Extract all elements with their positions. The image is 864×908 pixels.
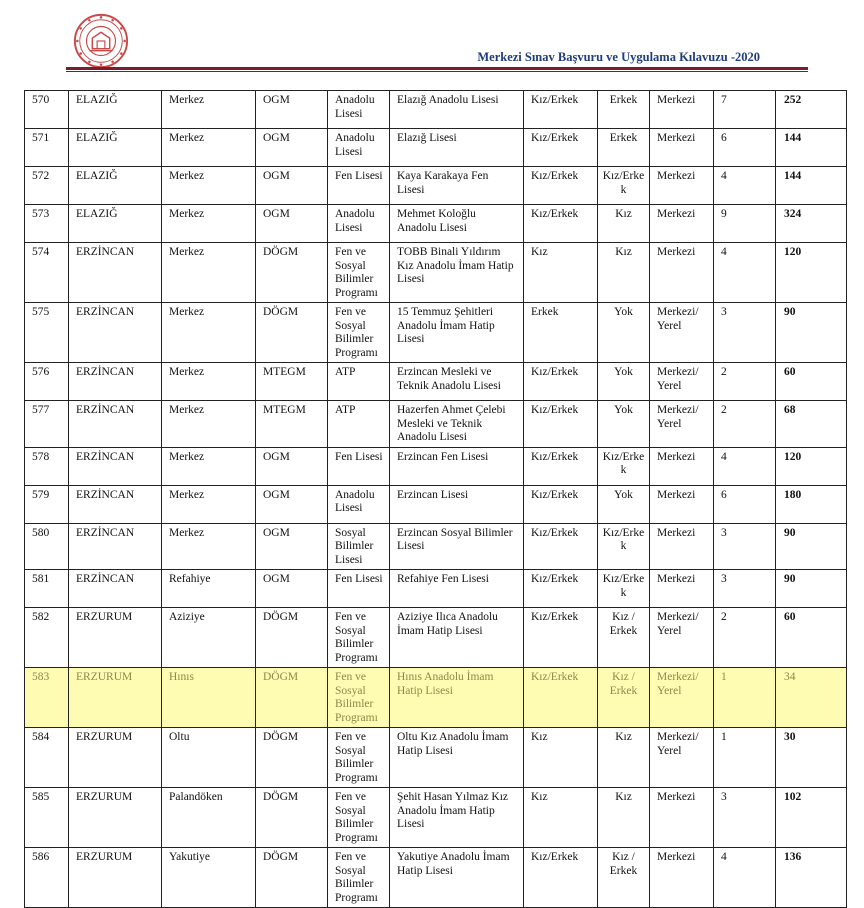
school-name-cell: Elazığ Lisesi bbox=[390, 129, 524, 167]
table-row bbox=[25, 243, 847, 303]
province-cell: ERZURUM bbox=[69, 668, 162, 728]
province-cell: ELAZIĞ bbox=[69, 167, 162, 205]
table-row bbox=[25, 91, 847, 129]
province-cell: ERZURUM bbox=[69, 728, 162, 788]
class-count-cell: 2 bbox=[714, 363, 776, 401]
directorate-cell: DÖGM bbox=[256, 788, 328, 848]
district-cell: Merkez bbox=[162, 167, 256, 205]
placement-type-cell: Merkezi/ Yerel bbox=[650, 668, 714, 728]
province-cell: ELAZIĞ bbox=[69, 91, 162, 129]
quota-cell: 90 bbox=[776, 303, 847, 363]
boarding-cell: Kız bbox=[598, 243, 650, 303]
row-number: 580 bbox=[25, 523, 69, 570]
table-row bbox=[25, 523, 847, 570]
document-title: Merkezi Sınav Başvuru ve Uygulama Kılavuzu -2020 bbox=[477, 50, 760, 64]
student-gender-cell: Kız/Erkek bbox=[524, 447, 598, 485]
student-gender-cell: Kız/Erkek bbox=[524, 401, 598, 448]
program-type-cell: Anadolu Lisesi bbox=[328, 205, 390, 243]
row-number: 575 bbox=[25, 303, 69, 363]
school-name-cell: Refahiye Fen Lisesi bbox=[390, 570, 524, 608]
district-cell: Palandöken bbox=[162, 788, 256, 848]
student-gender-cell: Kız bbox=[524, 243, 598, 303]
school-name-cell: Yakutiye Anadolu İmam Hatip Lisesi bbox=[390, 848, 524, 908]
quota-cell: 180 bbox=[776, 485, 847, 523]
placement-type-cell: Merkezi bbox=[650, 243, 714, 303]
quota-cell: 120 bbox=[776, 447, 847, 485]
placement-type-cell: Merkezi bbox=[650, 485, 714, 523]
boarding-cell: Kız / Erkek bbox=[598, 848, 650, 908]
district-cell: Merkez bbox=[162, 523, 256, 570]
school-name-cell: Mehmet Koloğlu Anadolu Lisesi bbox=[390, 205, 524, 243]
district-cell: Refahiye bbox=[162, 570, 256, 608]
table-row bbox=[25, 447, 847, 485]
student-gender-cell: Kız/Erkek bbox=[524, 608, 598, 668]
row-number: 570 bbox=[25, 91, 69, 129]
row-number: 585 bbox=[25, 788, 69, 848]
quota-cell: 34 bbox=[776, 668, 847, 728]
school-name-cell: Erzincan Sosyal Bilimler Lisesi bbox=[390, 523, 524, 570]
class-count-cell: 2 bbox=[714, 608, 776, 668]
student-gender-cell: Erkek bbox=[524, 303, 598, 363]
table-row bbox=[25, 788, 847, 848]
district-cell: Merkez bbox=[162, 243, 256, 303]
row-number: 577 bbox=[25, 401, 69, 448]
table-row bbox=[25, 303, 847, 363]
province-cell: ERZİNCAN bbox=[69, 447, 162, 485]
directorate-cell: DÖGM bbox=[256, 848, 328, 908]
quota-cell: 136 bbox=[776, 848, 847, 908]
boarding-cell: Kız/Erkek bbox=[598, 523, 650, 570]
table-row bbox=[25, 848, 847, 908]
boarding-cell: Yok bbox=[598, 363, 650, 401]
program-type-cell: Anadolu Lisesi bbox=[328, 485, 390, 523]
district-cell: Aziziye bbox=[162, 608, 256, 668]
student-gender-cell: Kız bbox=[524, 728, 598, 788]
table-row bbox=[25, 401, 847, 448]
student-gender-cell: Kız/Erkek bbox=[524, 205, 598, 243]
class-count-cell: 3 bbox=[714, 788, 776, 848]
school-name-cell: TOBB Binali Yıldırım Kız Anadolu İmam Hatip Lisesi bbox=[390, 243, 524, 303]
school-name-cell: 15 Temmuz Şehitleri Anadolu İmam Hatip Lisesi bbox=[390, 303, 524, 363]
province-cell: ERZİNCAN bbox=[69, 401, 162, 448]
student-gender-cell: Kız bbox=[524, 788, 598, 848]
quota-cell: 60 bbox=[776, 608, 847, 668]
table-row bbox=[25, 608, 847, 668]
placement-type-cell: Merkezi/ Yerel bbox=[650, 363, 714, 401]
quota-cell: 30 bbox=[776, 728, 847, 788]
school-name-cell: Erzincan Mesleki ve Teknik Anadolu Lisesi bbox=[390, 363, 524, 401]
class-count-cell: 2 bbox=[714, 401, 776, 448]
placement-type-cell: Merkezi/ Yerel bbox=[650, 608, 714, 668]
class-count-cell: 1 bbox=[714, 728, 776, 788]
program-type-cell: Anadolu Lisesi bbox=[328, 129, 390, 167]
quota-cell: 144 bbox=[776, 167, 847, 205]
table-row bbox=[25, 668, 847, 728]
quota-cell: 68 bbox=[776, 401, 847, 448]
boarding-cell: Erkek bbox=[598, 91, 650, 129]
class-count-cell: 7 bbox=[714, 91, 776, 129]
placement-type-cell: Merkezi bbox=[650, 848, 714, 908]
program-type-cell: Fen ve Sosyal Bilimler Programı bbox=[328, 303, 390, 363]
directorate-cell: OGM bbox=[256, 91, 328, 129]
quota-cell: 90 bbox=[776, 523, 847, 570]
directorate-cell: OGM bbox=[256, 523, 328, 570]
student-gender-cell: Kız/Erkek bbox=[524, 668, 598, 728]
table-row bbox=[25, 129, 847, 167]
placement-type-cell: Merkezi/ Yerel bbox=[650, 728, 714, 788]
school-name-cell: Elazığ Anadolu Lisesi bbox=[390, 91, 524, 129]
quota-cell: 120 bbox=[776, 243, 847, 303]
student-gender-cell: Kız/Erkek bbox=[524, 363, 598, 401]
student-gender-cell: Kız/Erkek bbox=[524, 485, 598, 523]
directorate-cell: OGM bbox=[256, 129, 328, 167]
class-count-cell: 4 bbox=[714, 447, 776, 485]
district-cell: Merkez bbox=[162, 401, 256, 448]
row-number: 579 bbox=[25, 485, 69, 523]
school-name-cell: Aziziye Ilıca Anadolu İmam Hatip Lisesi bbox=[390, 608, 524, 668]
province-cell: ERZURUM bbox=[69, 788, 162, 848]
class-count-cell: 4 bbox=[714, 848, 776, 908]
program-type-cell: ATP bbox=[328, 401, 390, 448]
directorate-cell: OGM bbox=[256, 570, 328, 608]
program-type-cell: Fen ve Sosyal Bilimler Programı bbox=[328, 728, 390, 788]
directorate-cell: MTEGM bbox=[256, 363, 328, 401]
row-number: 581 bbox=[25, 570, 69, 608]
directorate-cell: OGM bbox=[256, 485, 328, 523]
province-cell: ERZURUM bbox=[69, 608, 162, 668]
program-type-cell: Fen ve Sosyal Bilimler Programı bbox=[328, 788, 390, 848]
program-type-cell: Sosyal Bilimler Lisesi bbox=[328, 523, 390, 570]
quota-cell: 324 bbox=[776, 205, 847, 243]
table-row bbox=[25, 485, 847, 523]
quota-cell: 102 bbox=[776, 788, 847, 848]
school-name-cell: Hınıs Anadolu İmam Hatip Lisesi bbox=[390, 668, 524, 728]
province-cell: ERZİNCAN bbox=[69, 570, 162, 608]
school-name-cell: Erzincan Lisesi bbox=[390, 485, 524, 523]
program-type-cell: Fen Lisesi bbox=[328, 447, 390, 485]
directorate-cell: OGM bbox=[256, 205, 328, 243]
program-type-cell: Fen ve Sosyal Bilimler Programı bbox=[328, 668, 390, 728]
directorate-cell: OGM bbox=[256, 167, 328, 205]
district-cell: Merkez bbox=[162, 91, 256, 129]
table-row bbox=[25, 167, 847, 205]
boarding-cell: Yok bbox=[598, 485, 650, 523]
program-type-cell: Fen ve Sosyal Bilimler Programı bbox=[328, 848, 390, 908]
student-gender-cell: Kız/Erkek bbox=[524, 91, 598, 129]
province-cell: ELAZIĞ bbox=[69, 129, 162, 167]
row-number: 583 bbox=[25, 668, 69, 728]
province-cell: ERZİNCAN bbox=[69, 243, 162, 303]
quota-cell: 90 bbox=[776, 570, 847, 608]
district-cell: Merkez bbox=[162, 303, 256, 363]
province-cell: ELAZIĞ bbox=[69, 205, 162, 243]
program-type-cell: Anadolu Lisesi bbox=[328, 91, 390, 129]
placement-type-cell: Merkezi/ Yerel bbox=[650, 401, 714, 448]
boarding-cell: Kız bbox=[598, 728, 650, 788]
class-count-cell: 6 bbox=[714, 485, 776, 523]
district-cell: Merkez bbox=[162, 129, 256, 167]
row-number: 574 bbox=[25, 243, 69, 303]
class-count-cell: 1 bbox=[714, 668, 776, 728]
table-row bbox=[25, 570, 847, 608]
placement-type-cell: Merkezi/ Yerel bbox=[650, 303, 714, 363]
program-type-cell: Fen ve Sosyal Bilimler Programı bbox=[328, 608, 390, 668]
boarding-cell: Kız/Erkek bbox=[598, 447, 650, 485]
placement-type-cell: Merkezi bbox=[650, 788, 714, 848]
program-type-cell: Fen Lisesi bbox=[328, 570, 390, 608]
district-cell: Hınıs bbox=[162, 668, 256, 728]
boarding-cell: Kız / Erkek bbox=[598, 668, 650, 728]
province-cell: ERZİNCAN bbox=[69, 303, 162, 363]
row-number: 573 bbox=[25, 205, 69, 243]
placement-type-cell: Merkezi bbox=[650, 570, 714, 608]
province-cell: ERZİNCAN bbox=[69, 363, 162, 401]
district-cell: Yakutiye bbox=[162, 848, 256, 908]
boarding-cell: Kız / Erkek bbox=[598, 608, 650, 668]
row-number: 576 bbox=[25, 363, 69, 401]
directorate-cell: DÖGM bbox=[256, 608, 328, 668]
boarding-cell: Yok bbox=[598, 303, 650, 363]
district-cell: Oltu bbox=[162, 728, 256, 788]
province-cell: ERZİNCAN bbox=[69, 523, 162, 570]
student-gender-cell: Kız/Erkek bbox=[524, 129, 598, 167]
directorate-cell: DÖGM bbox=[256, 243, 328, 303]
quota-cell: 252 bbox=[776, 91, 847, 129]
placement-type-cell: Merkezi bbox=[650, 91, 714, 129]
school-name-cell: Hazerfen Ahmet Çelebi Mesleki ve Teknik Anadolu Lisesi bbox=[390, 401, 524, 448]
directorate-cell: OGM bbox=[256, 447, 328, 485]
quota-cell: 60 bbox=[776, 363, 847, 401]
school-name-cell: Şehit Hasan Yılmaz Kız Anadolu İmam Hatip Lisesi bbox=[390, 788, 524, 848]
program-type-cell: ATP bbox=[328, 363, 390, 401]
placement-type-cell: Merkezi bbox=[650, 447, 714, 485]
class-count-cell: 9 bbox=[714, 205, 776, 243]
row-number: 584 bbox=[25, 728, 69, 788]
boarding-cell: Kız/Erkek bbox=[598, 570, 650, 608]
class-count-cell: 6 bbox=[714, 129, 776, 167]
student-gender-cell: Kız/Erkek bbox=[524, 848, 598, 908]
boarding-cell: Kız bbox=[598, 788, 650, 848]
class-count-cell: 3 bbox=[714, 570, 776, 608]
program-type-cell: Fen Lisesi bbox=[328, 167, 390, 205]
meb-seal-icon bbox=[72, 12, 130, 70]
placement-type-cell: Merkezi bbox=[650, 205, 714, 243]
boarding-cell: Yok bbox=[598, 401, 650, 448]
class-count-cell: 3 bbox=[714, 303, 776, 363]
school-name-cell: Oltu Kız Anadolu İmam Hatip Lisesi bbox=[390, 728, 524, 788]
directorate-cell: MTEGM bbox=[256, 401, 328, 448]
directorate-cell: DÖGM bbox=[256, 728, 328, 788]
boarding-cell: Erkek bbox=[598, 129, 650, 167]
row-number: 571 bbox=[25, 129, 69, 167]
boarding-cell: Kız/Erkek bbox=[598, 167, 650, 205]
placement-type-cell: Merkezi bbox=[650, 523, 714, 570]
placement-type-cell: Merkezi bbox=[650, 167, 714, 205]
header-rule-thin bbox=[66, 71, 808, 72]
district-cell: Merkez bbox=[162, 363, 256, 401]
class-count-cell: 4 bbox=[714, 243, 776, 303]
header-rule bbox=[66, 67, 808, 70]
school-quota-table bbox=[24, 90, 847, 908]
student-gender-cell: Kız/Erkek bbox=[524, 523, 598, 570]
class-count-cell: 4 bbox=[714, 167, 776, 205]
program-type-cell: Fen ve Sosyal Bilimler Programı bbox=[328, 243, 390, 303]
district-cell: Merkez bbox=[162, 447, 256, 485]
school-name-cell: Kaya Karakaya Fen Lisesi bbox=[390, 167, 524, 205]
row-number: 582 bbox=[25, 608, 69, 668]
school-name-cell: Erzincan Fen Lisesi bbox=[390, 447, 524, 485]
boarding-cell: Kız bbox=[598, 205, 650, 243]
student-gender-cell: Kız/Erkek bbox=[524, 570, 598, 608]
row-number: 586 bbox=[25, 848, 69, 908]
table-row bbox=[25, 205, 847, 243]
row-number: 572 bbox=[25, 167, 69, 205]
row-number: 578 bbox=[25, 447, 69, 485]
directorate-cell: DÖGM bbox=[256, 668, 328, 728]
directorate-cell: DÖGM bbox=[256, 303, 328, 363]
table-row bbox=[25, 728, 847, 788]
placement-type-cell: Merkezi bbox=[650, 129, 714, 167]
province-cell: ERZURUM bbox=[69, 848, 162, 908]
province-cell: ERZİNCAN bbox=[69, 485, 162, 523]
student-gender-cell: Kız/Erkek bbox=[524, 167, 598, 205]
district-cell: Merkez bbox=[162, 485, 256, 523]
table-row bbox=[25, 363, 847, 401]
quota-cell: 144 bbox=[776, 129, 847, 167]
district-cell: Merkez bbox=[162, 205, 256, 243]
class-count-cell: 3 bbox=[714, 523, 776, 570]
